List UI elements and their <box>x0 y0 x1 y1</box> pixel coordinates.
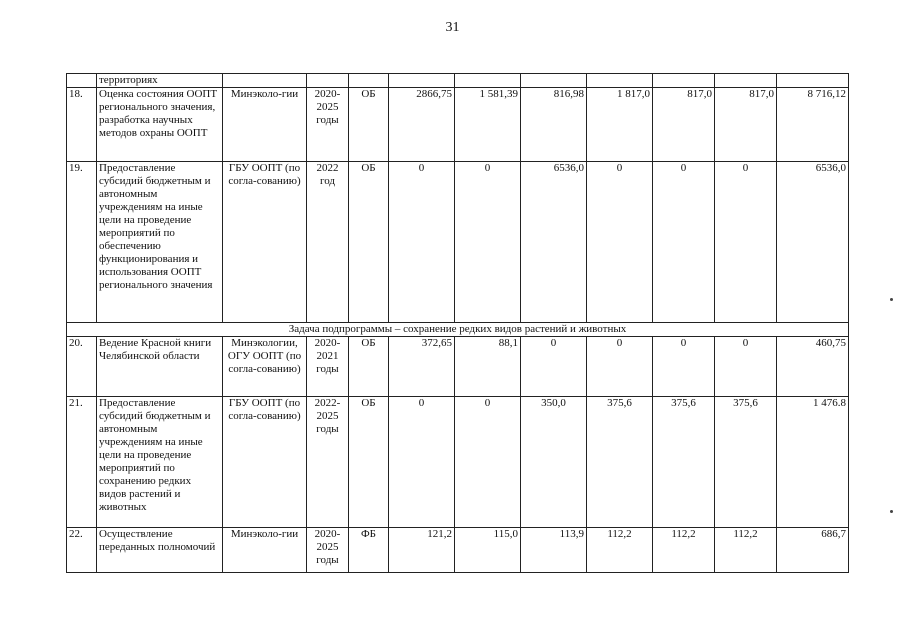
cell-source: ОБ <box>349 337 389 397</box>
cell-name: Осуществление переданных полномочий <box>97 528 223 573</box>
cell-value: 0 <box>587 337 653 397</box>
cell-name: Предоставление субсидий бюджетным и автономным учреждениям на иные цели на проведение мероприятий по обеспечению функционирования и использования ООПТ регионального значения <box>97 162 223 323</box>
cell-value: 88,1 <box>455 337 521 397</box>
cell-value: 817,0 <box>653 88 715 162</box>
cell-value: 0 <box>389 397 455 528</box>
cell-value: 0 <box>715 337 777 397</box>
cell-num <box>67 74 97 88</box>
cell-value <box>521 74 587 88</box>
cell-num: 19. <box>67 162 97 323</box>
cell-value: 121,2 <box>389 528 455 573</box>
cell-total: 8 716,12 <box>777 88 849 162</box>
cell-value <box>715 74 777 88</box>
scan-speck <box>890 510 893 513</box>
cell-value: 112,2 <box>653 528 715 573</box>
cell-value: 113,9 <box>521 528 587 573</box>
cell-value: 0 <box>653 162 715 323</box>
cell-executor: ГБУ ООПТ (по согла-сованию) <box>223 162 307 323</box>
cell-value: 0 <box>587 162 653 323</box>
cell-value: 112,2 <box>715 528 777 573</box>
cell-period: 2020-2025 годы <box>307 528 349 573</box>
cell-value: 115,0 <box>455 528 521 573</box>
cell-executor: Минэколо-гии <box>223 528 307 573</box>
cell-source: ОБ <box>349 88 389 162</box>
cell-value: 375,6 <box>715 397 777 528</box>
table-row <box>67 397 849 528</box>
cell-value: 817,0 <box>715 88 777 162</box>
cell-value <box>389 74 455 88</box>
cell-total: 1 476.8 <box>777 397 849 528</box>
cell-source: ФБ <box>349 528 389 573</box>
cell-total: 6536,0 <box>777 162 849 323</box>
section-title: Задача подпрограммы – сохранение редких видов растений и животных <box>67 323 849 337</box>
cell-source: ОБ <box>349 162 389 323</box>
cell-value <box>653 74 715 88</box>
cell-num: 21. <box>67 397 97 528</box>
cell-value: 0 <box>455 162 521 323</box>
cell-value: 1 817,0 <box>587 88 653 162</box>
table-row <box>67 528 849 573</box>
table-row <box>67 337 849 397</box>
cell-value: 0 <box>389 162 455 323</box>
cell-value: 375,6 <box>587 397 653 528</box>
cell-value: 0 <box>521 337 587 397</box>
cell-period: 2020-2025 годы <box>307 88 349 162</box>
cell-name: Оценка состояния ООПТ регионального значения, разработка научных методов охраны ООПТ <box>97 88 223 162</box>
cell-total: 460,75 <box>777 337 849 397</box>
cell-value: 372,65 <box>389 337 455 397</box>
cell-value: 6536,0 <box>521 162 587 323</box>
scan-speck <box>890 298 893 301</box>
cell-name: Предоставление субсидий бюджетным и автономным учреждениям на иные цели на проведение мероприятий по сохранению редких видов растений и животных <box>97 397 223 528</box>
page-number: 31 <box>445 20 460 35</box>
table-row-continuation <box>67 74 849 88</box>
cell-value: 1 581,39 <box>455 88 521 162</box>
cell-value: 2866,75 <box>389 88 455 162</box>
cell-value: 350,0 <box>521 397 587 528</box>
cell-source: ОБ <box>349 397 389 528</box>
table-row <box>67 162 849 323</box>
cell-value: 0 <box>653 337 715 397</box>
cell-executor <box>223 74 307 88</box>
cell-name: Ведение Красной книги Челябинской области <box>97 337 223 397</box>
cell-value <box>455 74 521 88</box>
cell-period: 2022 год <box>307 162 349 323</box>
cell-period: 2020-2021 годы <box>307 337 349 397</box>
cell-total: 686,7 <box>777 528 849 573</box>
cell-num: 18. <box>67 88 97 162</box>
cell-value: 0 <box>715 162 777 323</box>
cell-source <box>349 74 389 88</box>
section-row <box>67 323 849 337</box>
cell-period <box>307 74 349 88</box>
program-table <box>66 73 849 573</box>
cell-period: 2022-2025 годы <box>307 397 349 528</box>
cell-value: 816,98 <box>521 88 587 162</box>
cell-num: 22. <box>67 528 97 573</box>
cell-executor: Минэкологии, ОГУ ООПТ (по согла-сованию) <box>223 337 307 397</box>
cell-value: 375,6 <box>653 397 715 528</box>
cell-value: 0 <box>455 397 521 528</box>
cell-value: 112,2 <box>587 528 653 573</box>
cell-num: 20. <box>67 337 97 397</box>
cell-name: территориях <box>97 74 223 88</box>
cell-value <box>587 74 653 88</box>
cell-executor: ГБУ ООПТ (по согла-сованию) <box>223 397 307 528</box>
cell-total <box>777 74 849 88</box>
table-row <box>67 88 849 162</box>
cell-executor: Минэколо-гии <box>223 88 307 162</box>
